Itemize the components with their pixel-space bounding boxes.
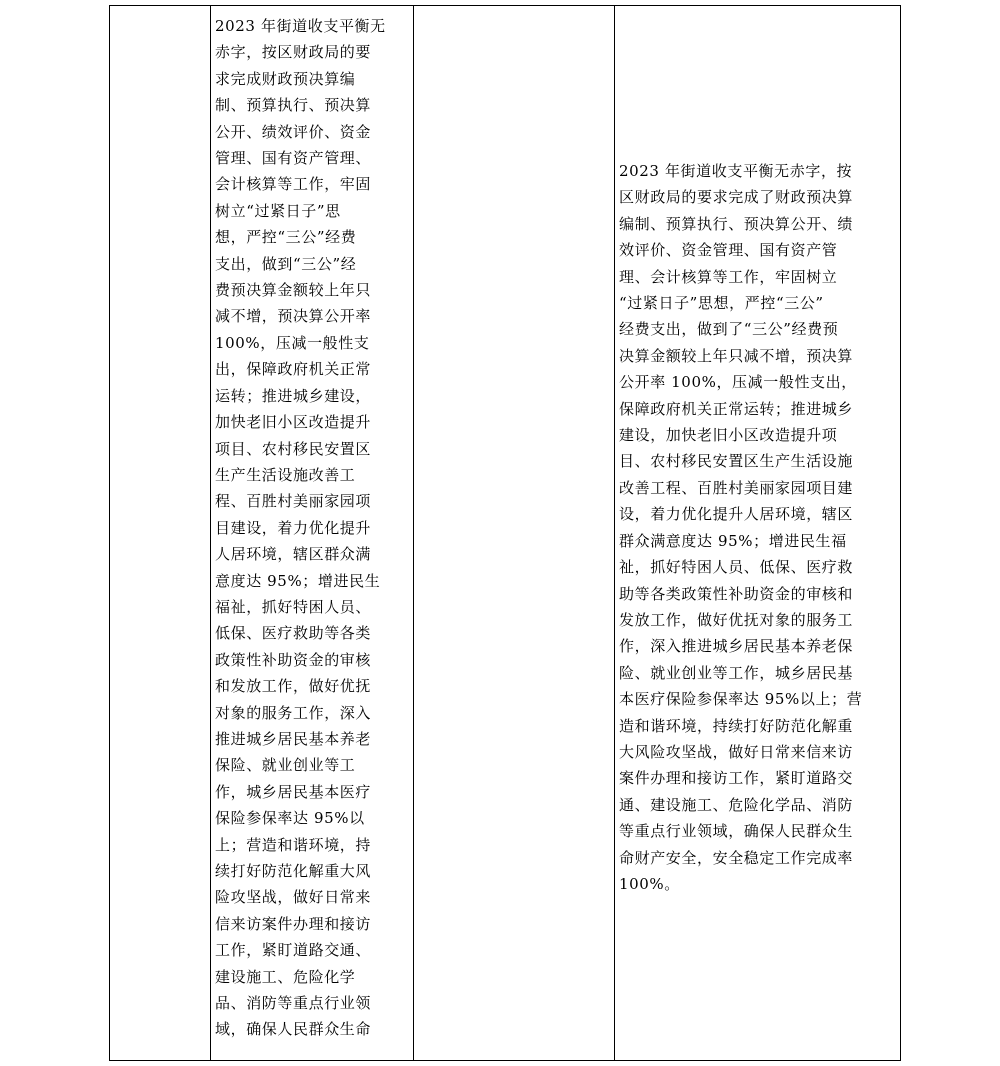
- text-line: 品、消防等重点行业领: [215, 994, 372, 1013]
- text-line: 上；营造和谐环境，持: [215, 835, 372, 854]
- text-line: 目、农村移民安置区生产生活设施: [619, 452, 854, 471]
- text-line: 支出，做到“三公”经: [215, 254, 357, 273]
- text-line: 建设施工、危险化学: [215, 967, 356, 986]
- cell-col2: [211, 6, 414, 1061]
- text-line: 本医疗保险参保率达 95%以上；营: [619, 690, 863, 709]
- text-line: 生产生活设施改善工: [215, 465, 356, 484]
- text-line: 理、会计核算等工作，牢固树立: [619, 267, 838, 286]
- text-line: 区财政局的要求完成了财政预决算: [619, 188, 854, 207]
- text-line: 管理、国有资产管理、: [215, 149, 372, 168]
- text-line: 保险参保率达 95%以: [215, 809, 365, 828]
- text-line: 等重点行业领域，确保人民群众生: [619, 822, 854, 841]
- text-line: 助等各类政策性补助资金的审核和: [619, 584, 854, 603]
- planned-goal-text: [211, 13, 413, 1043]
- text-line: 目建设，着力优化提升: [215, 518, 372, 537]
- text-line: 工作，紧盯道路交通、: [215, 941, 372, 960]
- text-line: 祉，抓好特困人员、低保、医疗救: [619, 558, 854, 577]
- text-line: 运转；推进城乡建设，: [215, 386, 372, 405]
- text-line: 求完成财政预决算编: [215, 69, 356, 88]
- text-line: 造和谐环境，持续打好防范化解重: [619, 716, 854, 735]
- text-line: 命财产安全，安全稳定工作完成率: [619, 848, 854, 867]
- text-line: 意度达 95%；增进民生: [215, 571, 381, 590]
- text-line: 加快老旧小区改造提升: [215, 413, 372, 432]
- text-line: 作，深入推进城乡居民基本养老保: [619, 637, 854, 656]
- text-line: “过紧日子”思想，严控“三公”: [619, 294, 824, 313]
- cell-col3: [414, 6, 615, 1061]
- cell-col1: [110, 6, 211, 1061]
- text-line: 100%，压减一般性支: [215, 333, 370, 352]
- text-line: 推进城乡居民基本养老: [215, 729, 372, 748]
- text-line: 程、百胜村美丽家园项: [215, 492, 372, 511]
- text-line: 群众满意度达 95%；增进民生福: [619, 531, 847, 550]
- text-line: 保障政府机关正常运转；推进城乡: [619, 399, 854, 418]
- text-line: 政策性补助资金的审核: [215, 650, 372, 669]
- text-line: 改善工程、百胜村美丽家园项目建: [619, 478, 854, 497]
- text-line: 树立“过紧日子”思: [215, 201, 341, 220]
- text-line: 制、预算执行、预决算: [215, 96, 372, 115]
- text-line: 大风险攻坚战，做好日常来信来访: [619, 742, 854, 761]
- text-line: 2023 年街道收支平衡无: [215, 17, 386, 35]
- text-line: 信来访案件办理和接访: [215, 914, 372, 933]
- text-line: 赤字，按区财政局的要: [215, 43, 372, 62]
- text-line: 效评价、资金管理、国有资产管: [619, 241, 838, 260]
- text-line: 会计核算等工作，牢固: [215, 175, 372, 194]
- text-line: 福祉，抓好特困人员、: [215, 597, 372, 616]
- text-line: 经费支出，做到了“三公”经费预: [619, 320, 839, 339]
- text-line: 项目、农村移民安置区: [215, 439, 372, 458]
- cell-col4: [615, 6, 901, 1061]
- text-line: 减不增，预决算公开率: [215, 307, 372, 326]
- text-line: 想，严控“三公”经费: [215, 228, 357, 247]
- text-line: 发放工作，做好优抚对象的服务工: [619, 610, 854, 629]
- text-line: 决算金额较上年只减不增，预决算: [619, 346, 854, 365]
- actual-completion-text: [615, 158, 900, 897]
- text-line: 通、建设施工、危险化学品、消防: [619, 795, 854, 814]
- text-line: 出，保障政府机关正常: [215, 360, 372, 379]
- text-line: 低保、医疗救助等各类: [215, 624, 372, 643]
- table-row: [110, 6, 901, 1061]
- text-line: 2023 年街道收支平衡无赤字，按: [619, 162, 853, 180]
- text-line: 和发放工作，做好优抚: [215, 677, 372, 696]
- text-line: 编制、预算执行、预决算公开、绩: [619, 214, 854, 233]
- text-line: 保险、就业创业等工: [215, 756, 356, 775]
- text-line: 作，城乡居民基本医疗: [215, 782, 372, 801]
- performance-table: [109, 5, 901, 1061]
- text-line: 续打好防范化解重大风: [215, 862, 372, 880]
- text-line: 设，着力优化提升人居环境，辖区: [619, 505, 854, 524]
- text-line: 险攻坚战，做好日常来: [215, 888, 372, 907]
- text-line: 险、就业创业等工作，城乡居民基: [619, 663, 854, 682]
- text-line: 建设，加快老旧小区改造提升项: [619, 426, 838, 445]
- text-line: 对象的服务工作，深入: [215, 703, 372, 722]
- text-line: 100%。: [619, 874, 680, 893]
- text-line: 人居环境，辖区群众满: [215, 545, 372, 564]
- text-line: 公开、绩效评价、资金: [215, 122, 372, 141]
- text-line: 公开率 100%，压减一般性支出，: [619, 373, 857, 392]
- text-line: 案件办理和接访工作，紧盯道路交: [619, 769, 854, 788]
- text-line: 域，确保人民群众生命: [215, 1020, 372, 1039]
- text-line: 费预决算金额较上年只: [215, 281, 372, 300]
